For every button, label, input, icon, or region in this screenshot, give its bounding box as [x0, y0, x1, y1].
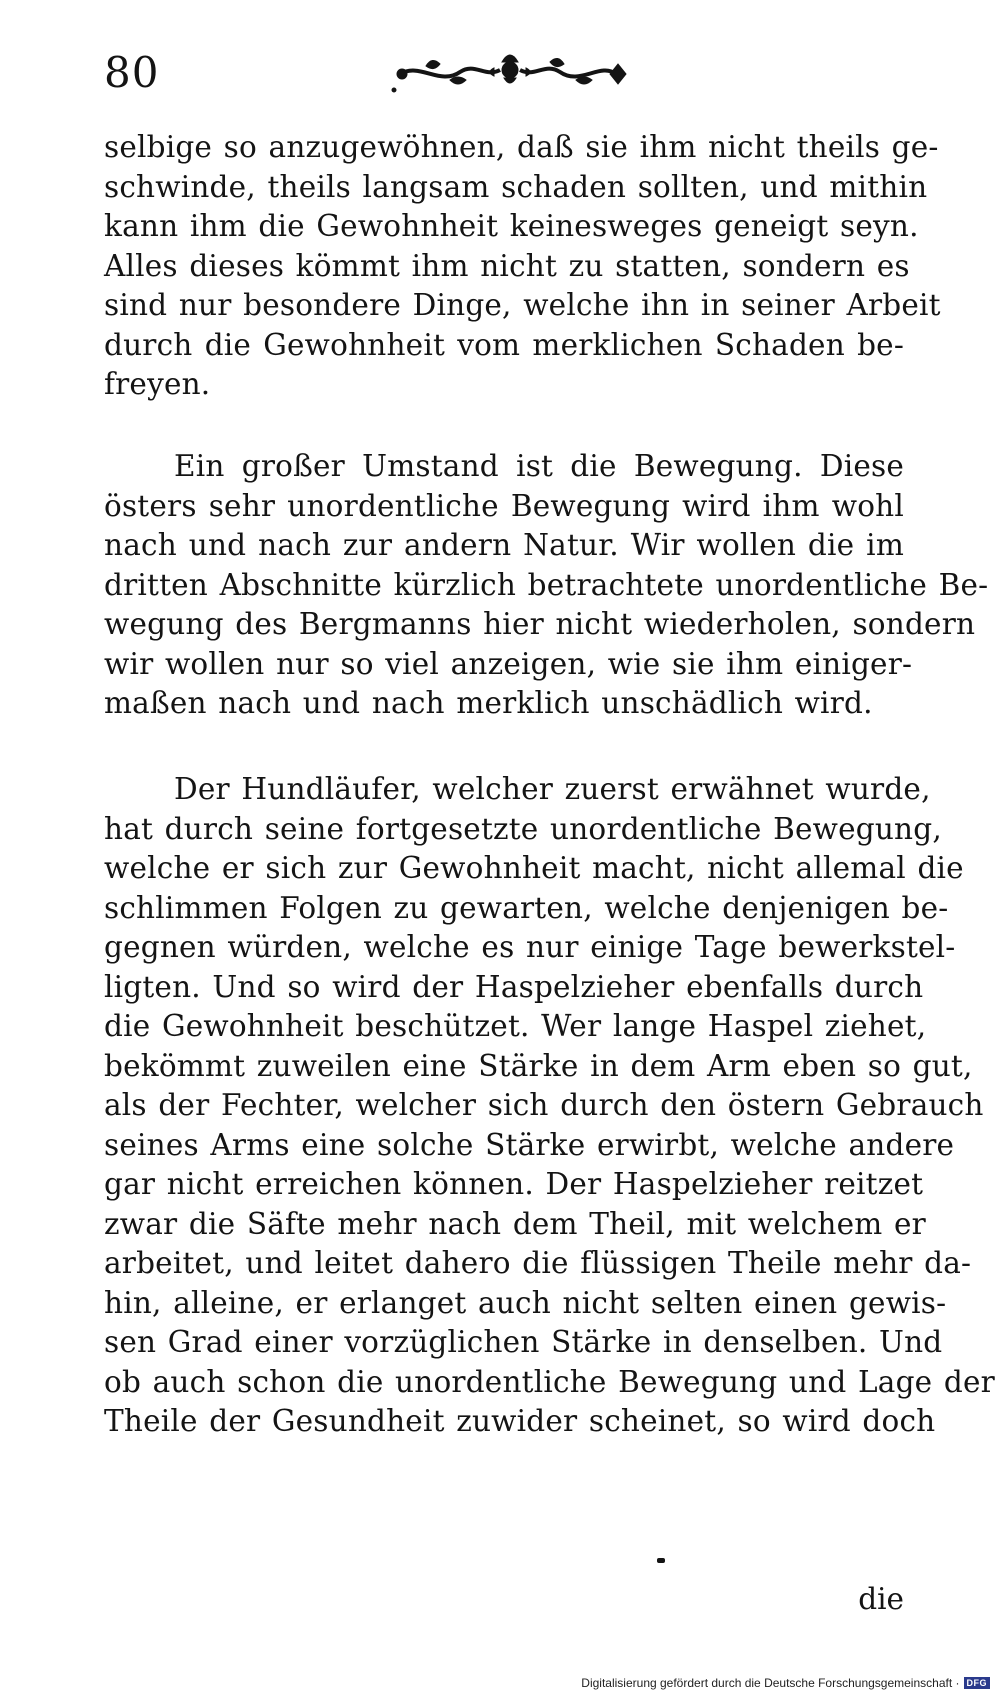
floral-ornament-icon — [390, 44, 630, 104]
text-line: ob auch schon die unordentliche Bewegung und Lage der — [104, 1364, 995, 1399]
paragraph-2 — [104, 447, 989, 724]
text-line: selbige so anzugewöhnen, daß sie ihm nicht theils ge- — [104, 130, 939, 164]
text-line: Ein großer Umstand ist die Bewegung. Diese — [174, 449, 904, 483]
text-line: kann ihm die Gewohnheit keinesweges geneigt seyn. — [104, 209, 919, 243]
dfg-logo: DFG — [964, 1677, 991, 1689]
text-line: Alles dieses kömmt ihm nicht zu statten, sondern es — [104, 248, 910, 283]
text-line: nach und nach zur andern Natur. Wir wollen die im — [104, 528, 904, 562]
text-line: bekömmt zuweilen eine Stärke in dem Arm eben so gut, — [104, 1048, 973, 1083]
text-line: Theile der Gesundheit zuwider scheinet, so wird doch — [104, 1404, 936, 1438]
text-line: maßen nach und nach merklich unschädlich wird. — [104, 686, 873, 720]
text-line: hat durch seine fortgesetzte unordentliche Bewegung, — [104, 811, 942, 846]
paragraph-1 — [104, 128, 941, 405]
text-line: welche er sich zur Gewohnheit macht, nicht allemal die — [104, 851, 964, 885]
paragraph-3 — [104, 770, 995, 1442]
text-line: ligten. Und so wird der Haspelzieher ebenfalls durch — [104, 969, 924, 1004]
page-number: 80 — [104, 48, 160, 97]
text-line: schwinde, theils langsam schaden sollten, und mithin — [104, 169, 928, 204]
text-line: zwar die Säfte mehr nach dem Theil, mit welchem er — [104, 1206, 926, 1241]
catchword: die — [858, 1582, 904, 1616]
text-line: arbeitet, und leitet dahero die flüssigen Theile mehr da- — [104, 1246, 972, 1280]
footer-credit: Digitalisierung gefördert durch die Deutsche Forschungsgemeinschaft · — [581, 1676, 960, 1690]
text-line: die Gewohnheit beschützet. Wer lange Haspel ziehet, — [104, 1009, 927, 1043]
ink-dot — [657, 1558, 665, 1563]
text-line: als der Fechter, welcher sich durch den östern Gebrauch — [104, 1088, 984, 1122]
text-line: sind nur besondere Dinge, welche ihn in seiner Arbeit — [104, 288, 941, 322]
text-line: östers sehr unordentliche Bewegung wird ihm wohl — [104, 488, 904, 523]
text-line: freyen. — [104, 367, 211, 401]
text-line: wir wollen nur so viel anzeigen, wie sie ihm einiger- — [104, 646, 913, 681]
text-line: gar nicht erreichen können. Der Haspelzieher reitzet — [104, 1167, 924, 1201]
text-line: gegnen würden, welche es nur einige Tage bewerkstel- — [104, 930, 956, 964]
text-line: hin, alleine, er erlanget auch nicht selten einen gewis- — [104, 1285, 947, 1320]
text-line: schlimmen Folgen zu gewarten, welche denjenigen be- — [104, 890, 949, 925]
text-line: Der Hundläufer, welcher zuerst erwähnet wurde, — [174, 772, 931, 806]
text-line: durch die Gewohnheit vom merklichen Schaden be- — [104, 327, 904, 362]
text-line: sen Grad einer vorzüglichen Stärke in denselben. Und — [104, 1325, 943, 1359]
text-line: dritten Abschnitte kürzlich betrachtete unordentliche Be- — [104, 567, 989, 602]
text-line: seines Arms eine solche Stärke erwirbt, welche andere — [104, 1127, 955, 1162]
digitization-footer — [581, 1676, 990, 1690]
text-line: wegung des Bergmanns hier nicht wiederholen, sondern — [104, 607, 976, 641]
